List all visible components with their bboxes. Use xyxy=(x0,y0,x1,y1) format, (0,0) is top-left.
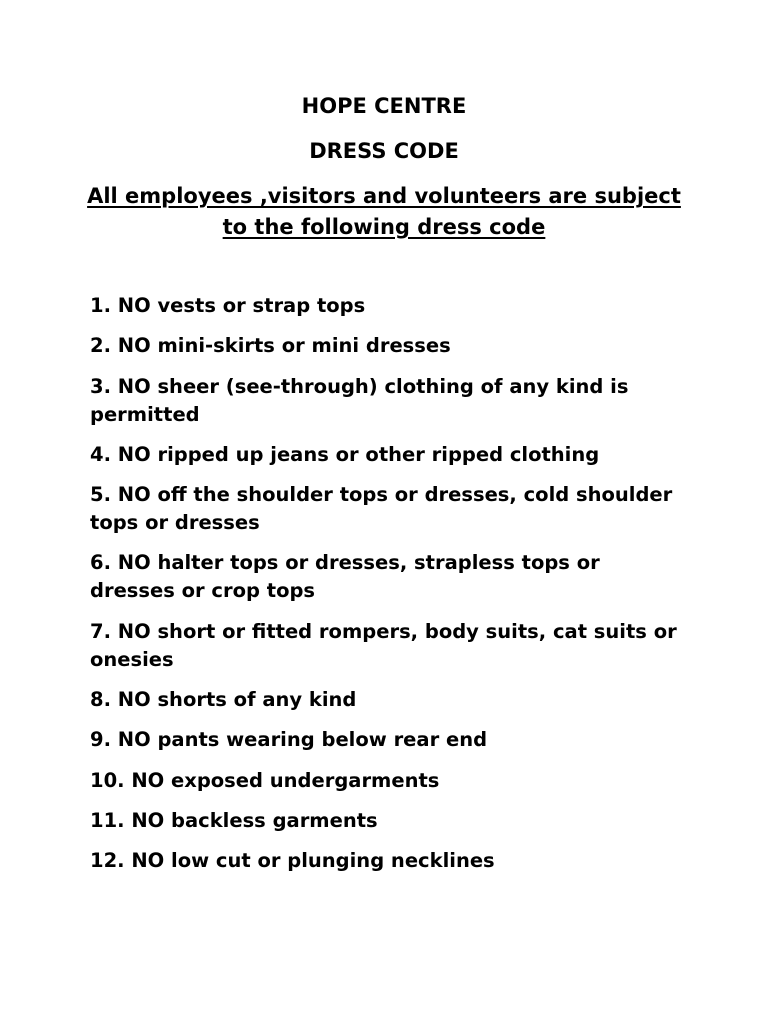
rule-item: 10. NO exposed undergarments xyxy=(90,768,440,792)
document-heading: DRESS CODE xyxy=(309,139,459,163)
organization-title: HOPE CENTRE xyxy=(301,94,467,118)
rule-item: 12. NO low cut or plunging necklines xyxy=(90,849,495,873)
dress-code-rules-list xyxy=(90,292,690,888)
rule-item: 3. NO sheer (see-through) clothing of any kind is permitted xyxy=(90,374,629,426)
intro-statement: All employees ,visitors and volunteers are subject to the following dress code xyxy=(87,184,681,239)
rule-item: 6. NO halter tops or dresses, strapless tops or dresses or crop tops xyxy=(90,551,600,603)
rule-item: 9. NO pants wearing below rear end xyxy=(90,728,488,752)
rule-item: 4. NO ripped up jeans or other ripped clothing xyxy=(90,442,600,466)
rule-item: 11. NO backless garments xyxy=(90,808,378,832)
rule-item: 1. NO vests or strap tops xyxy=(90,294,366,317)
rule-item: 8. NO shorts of any kind xyxy=(90,688,357,712)
rule-item: 7. NO short or fitted rompers, body suits, cat suits or onesies xyxy=(90,619,677,671)
rule-item: 2. NO mini-skirts or mini dresses xyxy=(90,334,451,358)
rule-item: 5. NO off the shoulder tops or dresses, cold shoulder tops or dresses xyxy=(90,483,673,535)
